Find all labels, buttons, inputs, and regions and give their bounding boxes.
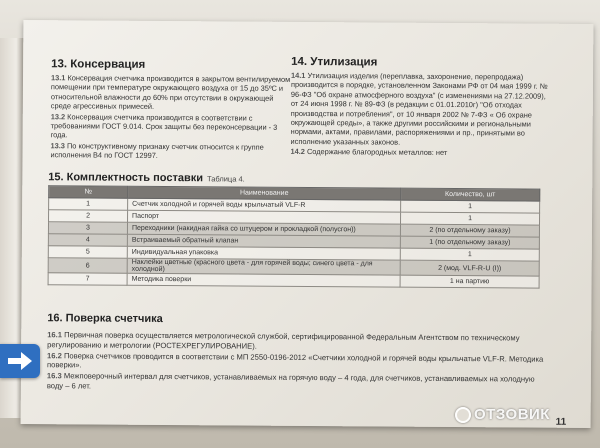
row-number: 3 xyxy=(48,222,127,235)
section-14-title: 14. Утилизация xyxy=(291,55,378,69)
page-number: 11 xyxy=(555,416,567,428)
otzovik-watermark xyxy=(455,406,550,423)
para-number: 14.2 xyxy=(290,147,305,157)
watermark-text: ОТЗОВИК xyxy=(474,406,550,423)
arrow-right-icon xyxy=(6,350,34,372)
para-text: Утилизация изделия (переплавка, захоронение, перепродажа) производится в порядке, установленном Законами РФ от 04 мая 1999 г. № 96-ФЗ "Об охране атмосферного воздуха" (с изменениями на 27.12.2009), от 24 июня 1998 г. № 89-ФЗ (в редакции с 01.01.2010г) "Об отходах производства и потребления", от 10 января 2002 № 7-ФЗ « Об охране окружающей среды», а также другими российскими и региональными нормами, актами, правилами, распоряжениями и пр., принятыми во исполнение указанных законов. xyxy=(290,70,548,147)
row-number: 5 xyxy=(48,246,127,259)
row-number: 1 xyxy=(49,198,128,211)
row-quantity: 2 (мод. VLF-R-U (I)) xyxy=(400,260,539,276)
row-quantity: 2 (по отдельному заказу) xyxy=(400,224,539,237)
table-caption: Таблица 4. xyxy=(206,174,245,184)
section-13-title: 13. Консервация xyxy=(51,58,146,71)
para-number: 13.1 xyxy=(50,73,66,83)
section-16-title: 16. Поверка счетчика xyxy=(47,312,163,325)
column-header-number: № xyxy=(49,186,128,199)
row-name: Паспорт xyxy=(128,210,401,224)
para-number: 14.1 xyxy=(291,70,306,80)
row-number: 2 xyxy=(49,210,128,223)
section-15-heading: 15. Комплектность поставки xyxy=(48,171,204,185)
para-number: 16.1 xyxy=(47,330,63,340)
column-header-quantity: Количество, шт xyxy=(401,188,540,201)
para-text: Консервация счетчика производится в закрытом вентилируемом помещении при температуре окружающего воздуха от 15 до 35ºС и относительной влажности до 60% при отсутствии в окружающей среде агрессивных примесей. xyxy=(50,73,291,112)
section-14-paragraph-1 xyxy=(291,71,552,148)
column-header-name: Наименование xyxy=(128,186,401,200)
para-text: Межповерочный интервал для счетчиков, устанавливаемых на горячую воду – 4 года, для счетчиков, устанавливаемых на холодную воду – 6 лет. xyxy=(46,371,535,391)
section-16-paragraph-1 xyxy=(47,330,547,353)
row-name: Встраиваемый обратный клапан xyxy=(127,234,400,248)
row-name: Методика поверки xyxy=(127,273,400,287)
para-text: Первичная поверка осуществляется метрологической службой, сертифицированной Федеральным Агентством по техническому регулированию и метрологии (РОСТЕХРЕГУЛИРОВАНИЕ). xyxy=(47,330,520,351)
section-16-paragraph-3 xyxy=(47,371,547,394)
para-number: 16.2 xyxy=(47,350,62,360)
section-14 xyxy=(290,56,551,159)
para-text: Содержание благородных металлов: нет xyxy=(306,147,448,158)
section-16 xyxy=(47,312,548,395)
section-13-paragraph-2 xyxy=(51,112,291,142)
row-quantity: 1 на партию xyxy=(400,275,539,288)
section-16-paragraph-2 xyxy=(47,351,547,374)
para-text: Поверка счетчиков проводится в соответствии с МП 2550-0196-2012 «Счетчики холодной и горячей воды крыльчатые VLF-R. Методика поверки». xyxy=(46,350,544,370)
row-name: Счетчик холодной и горячей воды крыльчатый VLF-R xyxy=(128,198,401,212)
table-row xyxy=(48,273,539,288)
section-13-paragraph-1 xyxy=(51,73,291,112)
para-number: 16.3 xyxy=(46,371,62,381)
row-number: 7 xyxy=(48,273,127,286)
para-number: 13.3 xyxy=(50,141,65,151)
row-quantity: 1 xyxy=(400,248,539,261)
para-number: 13.2 xyxy=(50,111,66,121)
booklet-page xyxy=(21,20,594,428)
section-13 xyxy=(50,58,291,162)
section-15-title xyxy=(48,171,245,184)
row-quantity: 1 xyxy=(401,212,540,225)
row-number: 4 xyxy=(48,234,127,247)
section-14-paragraph-2 xyxy=(290,147,550,158)
row-name: Индивидуальная упаковка xyxy=(127,246,400,260)
para-text: Консервация счетчика производится в соответствии с требованиями ГОСТ 9.014. Срок защиты без переконсервации - 3 года. xyxy=(50,111,278,140)
row-number: 6 xyxy=(48,258,127,274)
next-arrow-button[interactable] xyxy=(0,344,40,378)
otzovik-logo-icon xyxy=(455,407,471,423)
row-name: Переходники (накидная гайка со штуцером и прокладкой (полусгон)) xyxy=(127,222,400,236)
row-name: Наклейки цветные (красного цвета - для горячей воды; синего цвета - для холодной) xyxy=(127,258,400,275)
row-quantity: 1 xyxy=(401,200,540,213)
section-13-paragraph-3 xyxy=(50,141,290,161)
delivery-kit-table xyxy=(48,185,541,288)
para-text: По конструктивному признаку счетчик относится к группе исполнения В4 по ГОСТ 12997. xyxy=(50,141,264,161)
row-quantity: 1 (по отдельному заказу) xyxy=(400,236,539,249)
